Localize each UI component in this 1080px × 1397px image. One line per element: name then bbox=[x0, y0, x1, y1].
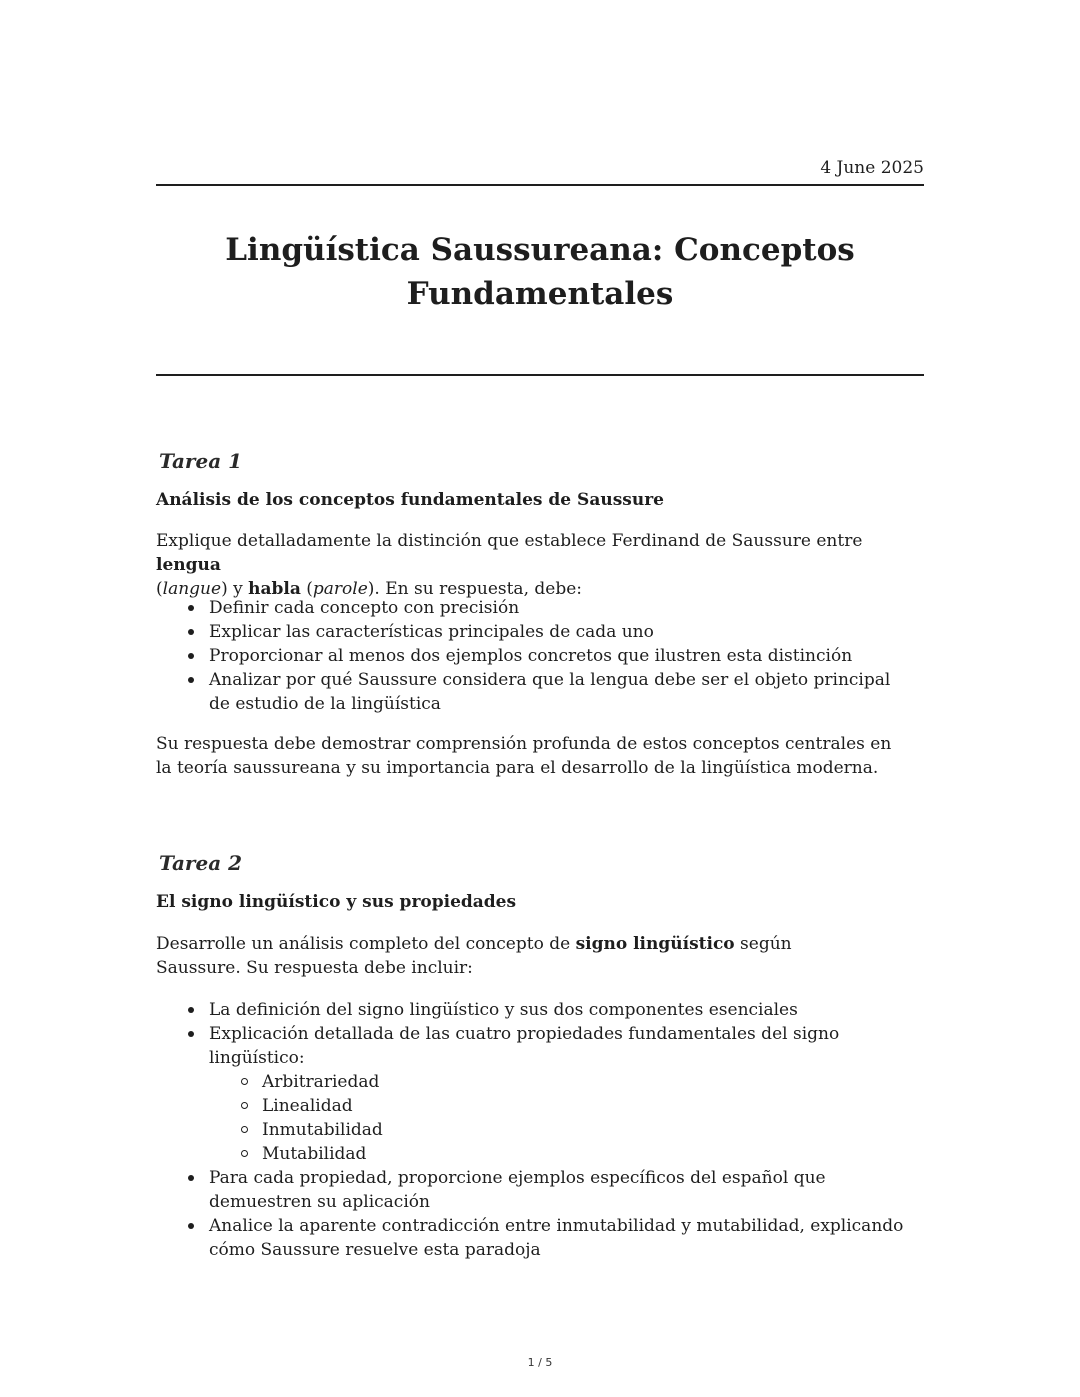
task-1-closing: Su respuesta debe demostrar comprensión profunda de estos conceptos centrales en la teoría saussureana y su importancia para el desarrollo de la lingüística moderna. bbox=[156, 734, 892, 778]
term-parole: parole bbox=[312, 579, 368, 599]
task-1-subtitle: Análisis de los conceptos fundamentales de Saussure bbox=[156, 490, 664, 510]
intro-text: ). En su respuesta, debe: bbox=[367, 579, 582, 599]
document-title bbox=[156, 228, 924, 316]
list-item: La definición del signo lingüístico y sus dos componentes esenciales bbox=[156, 998, 924, 1022]
intro-text: Desarrolle un análisis completo del concepto de bbox=[156, 934, 576, 954]
document-page bbox=[156, 0, 924, 1397]
task-1-heading: Tarea 1 bbox=[159, 449, 243, 473]
title-line-2: Fundamentales bbox=[406, 276, 674, 312]
intro-text: ( bbox=[300, 579, 313, 599]
list-item: Analizar por qué Saussure considera que la lengua debe ser el objeto principal de estudio de la lingüística bbox=[156, 668, 924, 716]
intro-text: ) y bbox=[221, 579, 249, 599]
task-2-subtitle: El signo lingüístico y sus propiedades bbox=[156, 892, 517, 912]
document-date: 4 June 2025 bbox=[820, 158, 924, 178]
term-habla: habla bbox=[248, 579, 301, 599]
list-item: Definir cada concepto con precisión bbox=[156, 596, 924, 620]
sub-list-item: Mutabilidad bbox=[209, 1142, 924, 1166]
sub-list-item: Linealidad bbox=[209, 1094, 924, 1118]
task-2-heading: Tarea 2 bbox=[159, 851, 243, 875]
intro-text: ( bbox=[156, 579, 163, 599]
title-line-1: Lingüística Saussureana: Conceptos bbox=[225, 232, 855, 268]
sub-list-item: Arbitrariedad bbox=[209, 1070, 924, 1094]
sub-list-item: Inmutabilidad bbox=[209, 1118, 924, 1142]
intro-text: Explique detalladamente la distinción que establece Ferdinand de Saussure entre bbox=[156, 531, 863, 551]
list-item: Explicar las características principales de cada uno bbox=[156, 620, 924, 644]
term-langue: langue bbox=[162, 579, 222, 599]
list-item-text: Explicación detallada de las cuatro propiedades fundamentales del signo lingüístico: bbox=[209, 1024, 840, 1068]
page-number: 1 / 5 bbox=[527, 1356, 553, 1369]
task-1-bullet-list bbox=[156, 596, 924, 716]
task-1-intro bbox=[156, 529, 924, 601]
term-signo-linguistico: signo lingüístico bbox=[575, 934, 735, 954]
list-item: Proporcionar al menos dos ejemplos concretos que ilustren esta distinción bbox=[156, 644, 924, 668]
task-2-intro bbox=[156, 932, 876, 980]
list-item: Analice la aparente contradicción entre inmutabilidad y mutabilidad, explicando cómo Saussure resuelve esta paradoja bbox=[156, 1214, 924, 1262]
properties-sub-list bbox=[209, 1070, 924, 1166]
intro-text: según Saussure. Su respuesta debe incluir: bbox=[156, 934, 792, 978]
term-lengua: lengua bbox=[156, 555, 221, 575]
task-2-bullet-list bbox=[156, 998, 924, 1262]
list-item bbox=[156, 1022, 924, 1166]
title-rule bbox=[156, 374, 924, 376]
header-rule bbox=[156, 184, 924, 186]
list-item: Para cada propiedad, proporcione ejemplos específicos del español que demuestren su aplicación bbox=[156, 1166, 924, 1214]
